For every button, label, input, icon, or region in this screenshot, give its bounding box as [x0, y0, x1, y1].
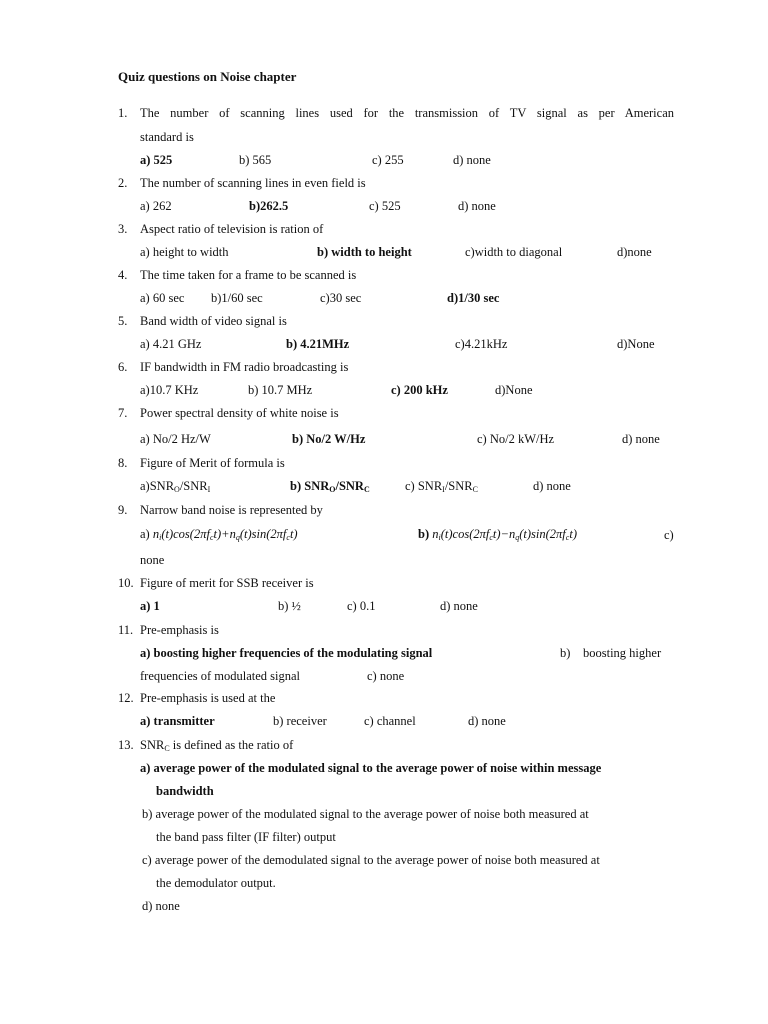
option-b-continued: frequencies of modulated signal [140, 669, 301, 683]
option-d: d) none [458, 199, 496, 213]
option-c: c)4.21kHz [455, 337, 508, 351]
question-6: 6. IF bandwidth in FM radio broadcasting is [118, 360, 349, 374]
option-c: none [140, 553, 165, 567]
option-d: d) none [468, 714, 506, 728]
option-a: a) No/2 Hz/W [140, 432, 211, 446]
option-a: a) 1 [140, 599, 160, 613]
question-11: 11. Pre-emphasis is [118, 623, 219, 637]
option-a: a) boosting higher frequencies of the modulating signal [140, 646, 433, 660]
question-text: The number of scanning lines used for the transmission of TV signal as per American [140, 106, 674, 120]
option-b: b) width to height [317, 245, 412, 259]
question-text: Power spectral density of white noise is [140, 406, 339, 420]
option-b: b) 4.21MHz [286, 337, 350, 351]
question-5: 5. Band width of video signal is [118, 314, 287, 328]
option-b: b) average power of the modulated signal to the average power of noise both measured at [142, 807, 589, 821]
option-b: b) $n_i(t)\cos(2\pi f_ct)-n_q(t)\sin(2\pi f_ct)$ [418, 527, 577, 542]
option-a: a) average power of the modulated signal to the average power of noise within message [140, 761, 602, 775]
option-b: b) 565 [239, 153, 272, 167]
question-text: Figure of Merit of formula is [140, 456, 285, 470]
option-a: a) 4.21 GHz [140, 337, 202, 351]
question-text-continued: standard is [140, 130, 194, 144]
option-b: b) receiver [273, 714, 327, 728]
question-text: Pre-emphasis is [140, 623, 219, 637]
option-c: c) none [367, 669, 405, 683]
question-13: 13. $SNR_C$ is defined as the ratio of [118, 738, 294, 753]
option-a: a)10.7 KHz [140, 383, 199, 397]
option-a: a) transmitter [140, 714, 215, 728]
option-d: d)none [617, 245, 652, 259]
option-a-continued: bandwidth [156, 784, 214, 798]
option-a: a) 525 [140, 153, 173, 167]
question-text: Band width of video signal is [140, 314, 287, 328]
option-a: a) 60 sec [140, 291, 185, 305]
option-b: b) No/2 W/Hz [292, 432, 366, 446]
option-c: c) 525 [369, 199, 401, 213]
option-b: b) $SNR_O/SNR_C$ [290, 479, 370, 494]
option-b-continued: the band pass filter (IF filter) output [156, 830, 336, 844]
option-d: d)None [495, 383, 533, 397]
option-c: c) channel [364, 714, 416, 728]
option-b: b) ½ [278, 599, 301, 613]
question-12: 12. Pre-emphasis is used at the [118, 691, 276, 705]
question-text: Narrow band noise is represented by [140, 503, 323, 517]
option-d: d) none [440, 599, 478, 613]
question-text: The number of scanning lines in even field is [140, 176, 366, 190]
option-a: a) height to width [140, 245, 229, 259]
option-a: a) 262 [140, 199, 172, 213]
option-d: d)1/30 sec [447, 291, 500, 305]
option-a: a) $n_i(t)\cos(2\pi f_ct)+n_q(t)\sin(2\pi f_ct)$ [140, 527, 298, 542]
question-9: 9. Narrow band noise is represented by [118, 503, 323, 517]
question-text: $SNR_C$ is defined as the ratio of [140, 738, 294, 753]
option-c: c) No/2 kW/Hz [477, 432, 555, 446]
question-8: 8. Figure of Merit of formula is [118, 456, 285, 470]
option-b: b)1/60 sec [211, 291, 263, 305]
option-c: c) 200 kHz [391, 383, 448, 397]
option-d: d) none [533, 479, 571, 493]
question-7: 7. Power spectral density of white noise is [118, 406, 339, 420]
question-1: 1. The number of scanning lines used for the transmission of TV signal as per American [118, 106, 674, 120]
option-d: d) none [453, 153, 491, 167]
option-c: c) 0.1 [347, 599, 376, 613]
question-text: Pre-emphasis is used at the [140, 691, 276, 705]
page-title: Quiz questions on Noise chapter [118, 69, 297, 84]
question-text: IF bandwidth in FM radio broadcasting is [140, 360, 349, 374]
option-c: c) average power of the demodulated signal to the average power of noise both measured at [142, 853, 600, 867]
option-a: $a)SNR_O/SNR_I$ [140, 479, 211, 494]
option-b: boosting higher [583, 646, 662, 660]
question-2: 2. The number of scanning lines in even field is [118, 176, 366, 190]
option-c: c)30 sec [320, 291, 362, 305]
question-4: 4. The time taken for a frame to be scanned is [118, 268, 357, 282]
question-3: 3. Aspect ratio of television is ration of [118, 222, 324, 236]
option-d: d)None [617, 337, 655, 351]
question-10: 10. Figure of merit for SSB receiver is [118, 576, 314, 590]
option-b-label: b) [560, 646, 571, 660]
option-b: b)262.5 [249, 199, 289, 213]
option-d: d) none [142, 899, 180, 913]
question-text: Aspect ratio of television is ration of [140, 222, 324, 236]
option-c: c) $SNR_I/SNR_C$ [405, 479, 478, 494]
option-c: c) 255 [372, 153, 404, 167]
option-b: b) 10.7 MHz [248, 383, 313, 397]
option-c: c)width to diagonal [465, 245, 563, 259]
option-c-label: c) [664, 528, 674, 542]
option-d: d) none [622, 432, 660, 446]
question-text: Figure of merit for SSB receiver is [140, 576, 314, 590]
question-text: The time taken for a frame to be scanned is [140, 268, 357, 282]
option-c-continued: the demodulator output. [156, 876, 276, 890]
